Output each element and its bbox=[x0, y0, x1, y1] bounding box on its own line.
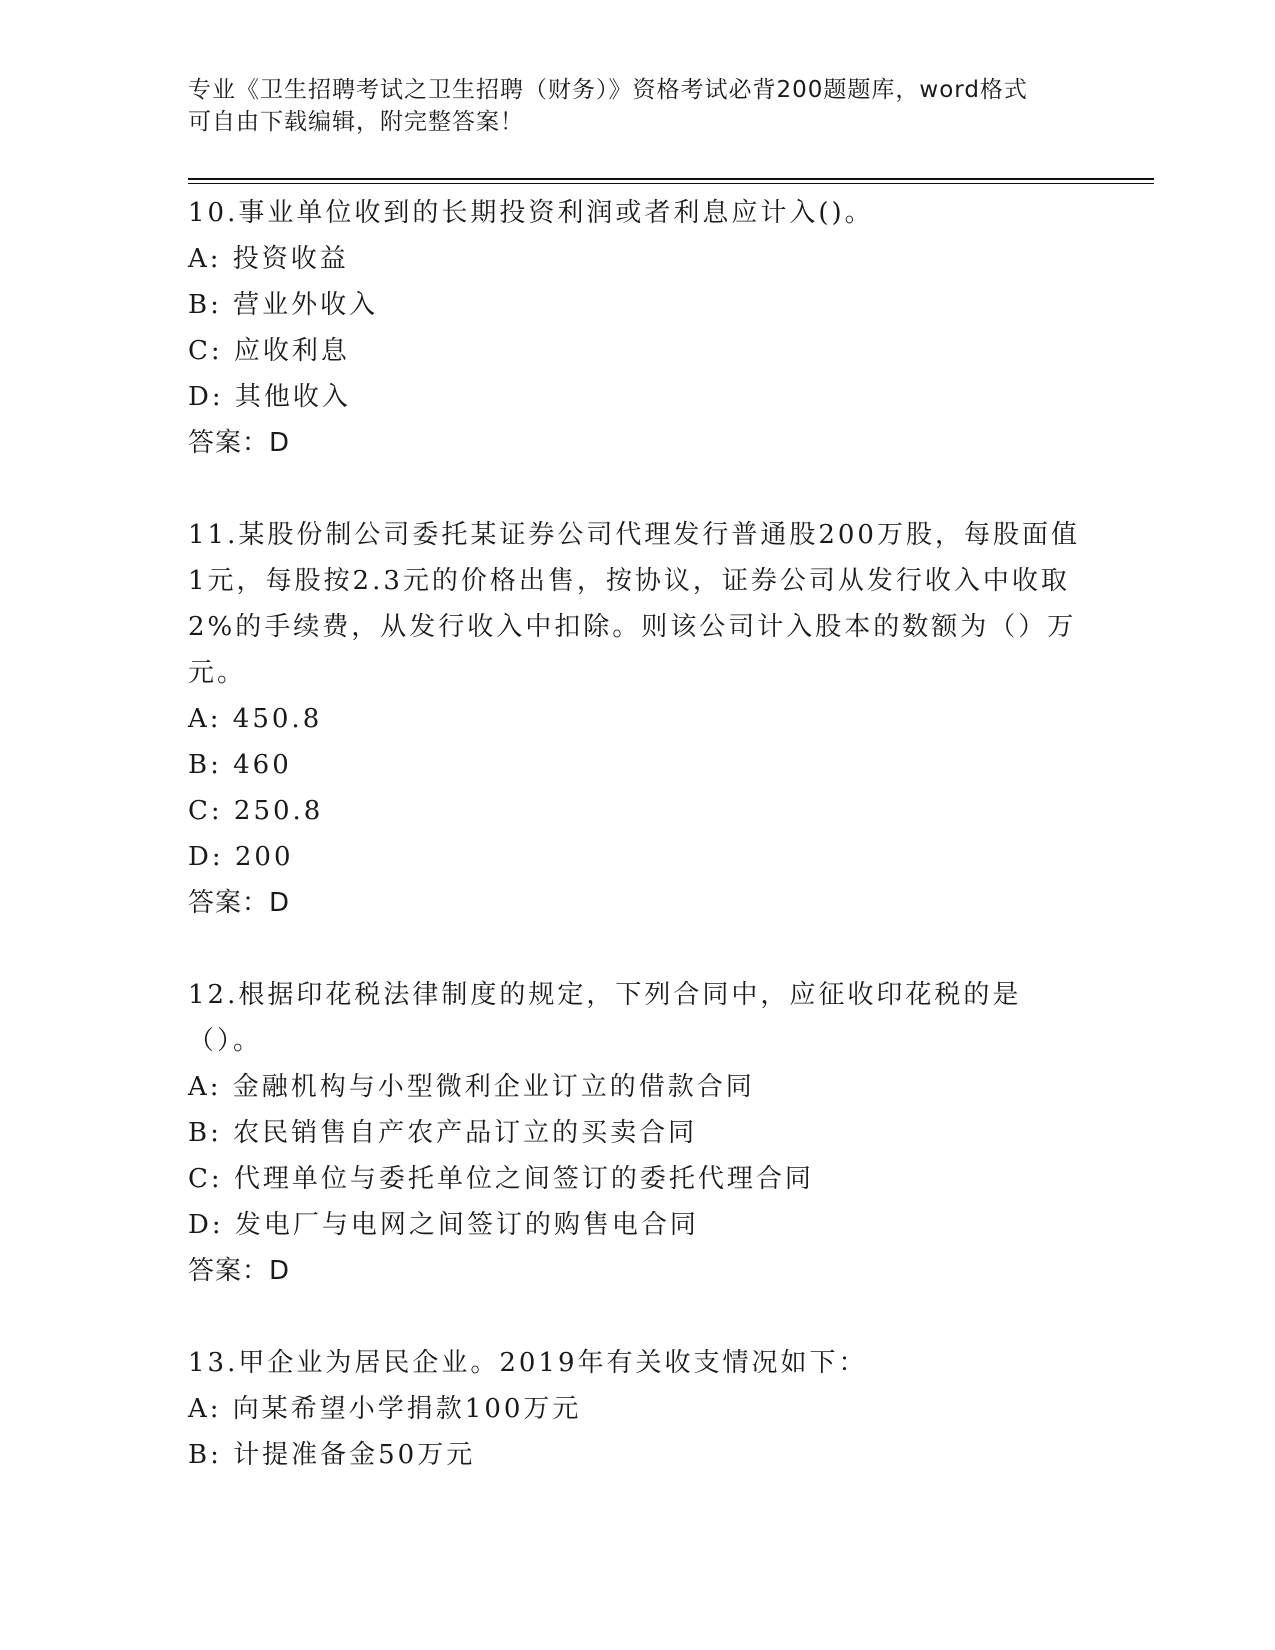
question-stem: 13.甲企业为居民企业。2019年有关收支情况如下： bbox=[188, 1348, 868, 1378]
question-10 bbox=[188, 190, 1088, 466]
answer: 答案：D bbox=[188, 888, 291, 918]
answer: 答案：D bbox=[188, 428, 291, 458]
header-line-2: 可自由下载编辑，附完整答案！ bbox=[188, 109, 524, 135]
option-a: A: 向某希望小学捐款100万元 bbox=[188, 1394, 582, 1424]
question-stem: 12.根据印花税法律制度的规定，下列合同中，应征收印花税的是（）。 bbox=[188, 980, 1022, 1056]
question-13 bbox=[188, 1340, 1088, 1478]
option-c: C: 代理单位与委托单位之间签订的委托代理合同 bbox=[188, 1164, 814, 1194]
header-line-1: 专业《卫生招聘考试之卫生招聘（财务）》资格考试必背200题题库，word格式 bbox=[188, 77, 1028, 103]
option-c: C: 应收利息 bbox=[188, 336, 350, 366]
option-d: D: 其他收入 bbox=[188, 382, 351, 412]
option-b: B: 营业外收入 bbox=[188, 290, 379, 320]
answer: 答案：D bbox=[188, 1256, 291, 1286]
document-header bbox=[188, 74, 1088, 138]
option-a: A: 金融机构与小型微利企业订立的借款合同 bbox=[188, 1072, 755, 1102]
option-b: B: 460 bbox=[188, 750, 292, 780]
question-12 bbox=[188, 972, 1088, 1294]
option-b: B: 农民销售自产农产品订立的买卖合同 bbox=[188, 1118, 698, 1148]
option-d: D: 发电厂与电网之间签订的购售电合同 bbox=[188, 1210, 699, 1240]
question-stem: 11.某股份制公司委托某证券公司代理发行普通股200万股，每股面值1元，每股按2.3元的价格出售，按协议，证券公司从发行收入中收取2%的手续费，从发行收入中扣除。则该公司计入股本的数额为（）万元。 bbox=[188, 520, 1080, 688]
option-a: A: 450.8 bbox=[188, 704, 323, 734]
option-b: B: 计提准备金50万元 bbox=[188, 1440, 476, 1470]
option-c: C: 250.8 bbox=[188, 796, 324, 826]
option-a: A: 投资收益 bbox=[188, 244, 349, 274]
header-divider-thick bbox=[188, 178, 1154, 180]
header-divider-thin bbox=[188, 183, 1154, 184]
question-stem: 10.事业单位收到的长期投资利润或者利息应计入()。 bbox=[188, 198, 874, 228]
option-d: D: 200 bbox=[188, 842, 294, 872]
question-11 bbox=[188, 512, 1088, 926]
question-list bbox=[188, 190, 1088, 1524]
